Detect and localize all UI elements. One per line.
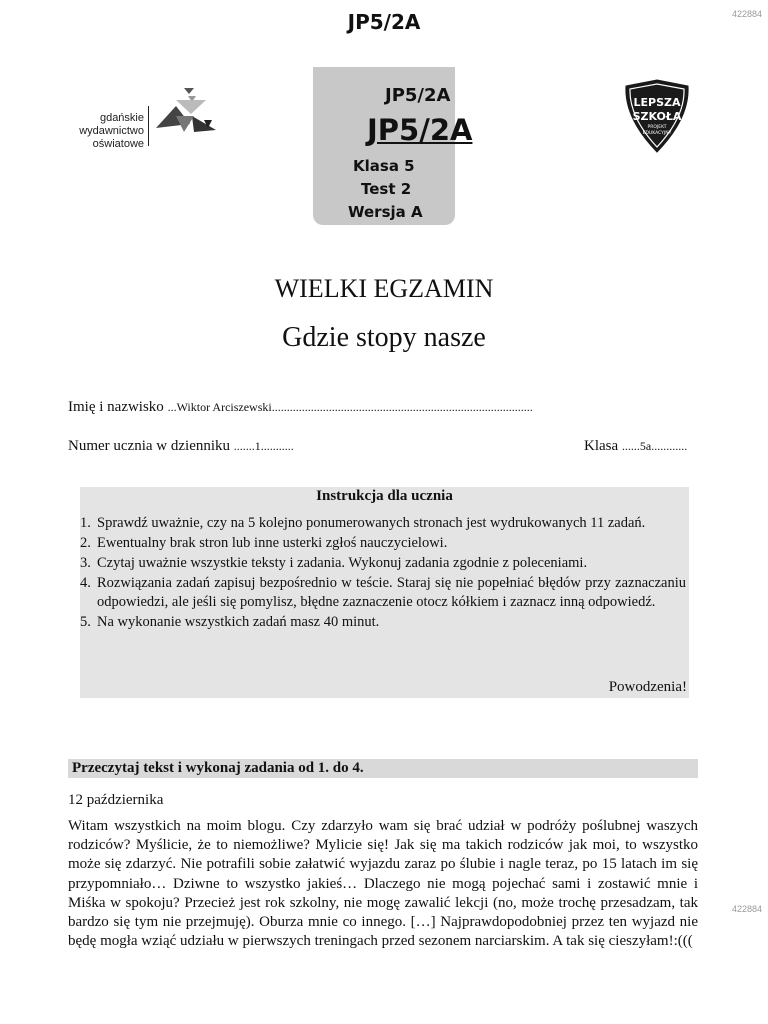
list-item: [80, 514, 686, 533]
test-code-big: JP5/2A: [367, 113, 473, 147]
list-item-number: 1.: [80, 515, 91, 531]
student-class-field[interactable]: [584, 438, 687, 455]
test-number: Test 2: [361, 180, 412, 198]
list-item-text: Czytaj uważnie wszystkie teksty i zadania. Wykonuj zadania zgodnie z poleceniami.: [97, 555, 588, 571]
publisher-divider: [148, 106, 149, 146]
list-item-number: 4.: [80, 575, 91, 591]
test-info-box: [313, 67, 473, 225]
list-item-number: 3.: [80, 555, 91, 571]
exam-title: WIELKI EGZAMIN: [274, 274, 494, 303]
badge-line-3: PROJEKT: [647, 125, 667, 130]
student-name-field[interactable]: [68, 399, 533, 416]
test-code-small: JP5/2A: [385, 85, 451, 106]
list-item-number: 5.: [80, 614, 91, 630]
publisher-name-line: wydawnictwo: [79, 125, 144, 137]
student-name-value: ...Wiktor Arciszewski.......................................................................................: [167, 400, 533, 414]
publisher-name-line: oświatowe: [92, 138, 144, 150]
list-item-text: Sprawdź uważnie, czy na 5 kolejno ponumerowanych stronach jest wydrukowanych 11 zadań.: [97, 515, 646, 531]
blog-text: Witam wszystkich na moim blogu. Czy zdarzyło wam się brać udział w podróży poślubnej waszych rodziców? Myślicie, że to niemożliwe? Mylicie się! Jak się ma takich rodziców jak moi, to wszystko może się zdarzyć. Nie potrafili sobie załatwić wyjazdu zaraz po ślubie i nagle teraz, po 15 latach im się przypomniało… Dziwne to wszystko jakieś… Dlaczego nie mogą pojechać sami i zostawić mnie i Miśka w spokoju? Przecież jest rok szkolny, nie mogę zawalić lekcji (no, może trochę przesadzam, tak bardzo się tym nie przejmuję). Oburza mnie co innego. […] Najprawdopodobniej przez ten wyjazd nie będę mogła wziąć udziału w pierwszych treningach przed sezonem narciarskim. A tak się cieszyłam!:(((: [68, 818, 698, 950]
student-class-value: ......5a............: [621, 439, 688, 453]
instructions-title: Instrukcja dla ucznia: [316, 488, 453, 504]
document-id-bottom: 422884: [732, 904, 763, 914]
list-item-number: 2.: [80, 535, 91, 551]
list-item: [80, 534, 686, 553]
document-id-top: 422884: [732, 9, 763, 19]
publisher-name-line: gdańskie: [99, 112, 144, 124]
list-item: [80, 613, 686, 632]
list-item: [80, 574, 686, 612]
tangram-logo-icon: [154, 84, 220, 138]
student-name-label: Imię i nazwisko: [68, 399, 164, 415]
student-class-label: Klasa: [584, 438, 619, 454]
task-header: Przeczytaj tekst i wykonaj zadania od 1. do 4.: [68, 759, 698, 778]
good-luck-text: Powodzenia!: [608, 679, 687, 695]
student-number-field[interactable]: [68, 438, 294, 455]
list-item: [80, 554, 686, 573]
student-number-value: .......1...........: [233, 439, 294, 453]
test-class: Klasa 5: [353, 157, 415, 175]
page-header-code: JP5/2A: [347, 10, 421, 34]
list-item-text: Na wykonanie wszystkich zadań masz 40 minut.: [97, 614, 380, 630]
instructions-list: [80, 514, 686, 633]
publisher-name: [60, 112, 144, 151]
badge-line-4: EDUKACYJNY: [642, 131, 672, 136]
test-version: Wersja A: [348, 203, 423, 221]
lepsza-szkola-badge-icon: [622, 78, 692, 154]
badge-line-2: SZKOŁA: [632, 110, 682, 123]
badge-line-1: LEPSZA: [633, 96, 681, 109]
instructions-box: [80, 487, 689, 698]
list-item-text: Rozwiązania zadań zapisuj bezpośrednio w teście. Staraj się nie popełniać błędów przy zaznaczaniu odpowiedzi, ale jeśli się pomylisz, błędne zaznaczenie otocz kółkiem i zaznacz inną odpowiedź.: [97, 575, 686, 610]
student-number-label: Numer ucznia w dzienniku: [68, 438, 231, 454]
blog-date: 12 października: [68, 792, 164, 808]
list-item-text: Ewentualny brak stron lub inne usterki zgłoś nauczycielowi.: [97, 535, 448, 551]
exam-subtitle: Gdzie stopy nasze: [282, 322, 486, 353]
